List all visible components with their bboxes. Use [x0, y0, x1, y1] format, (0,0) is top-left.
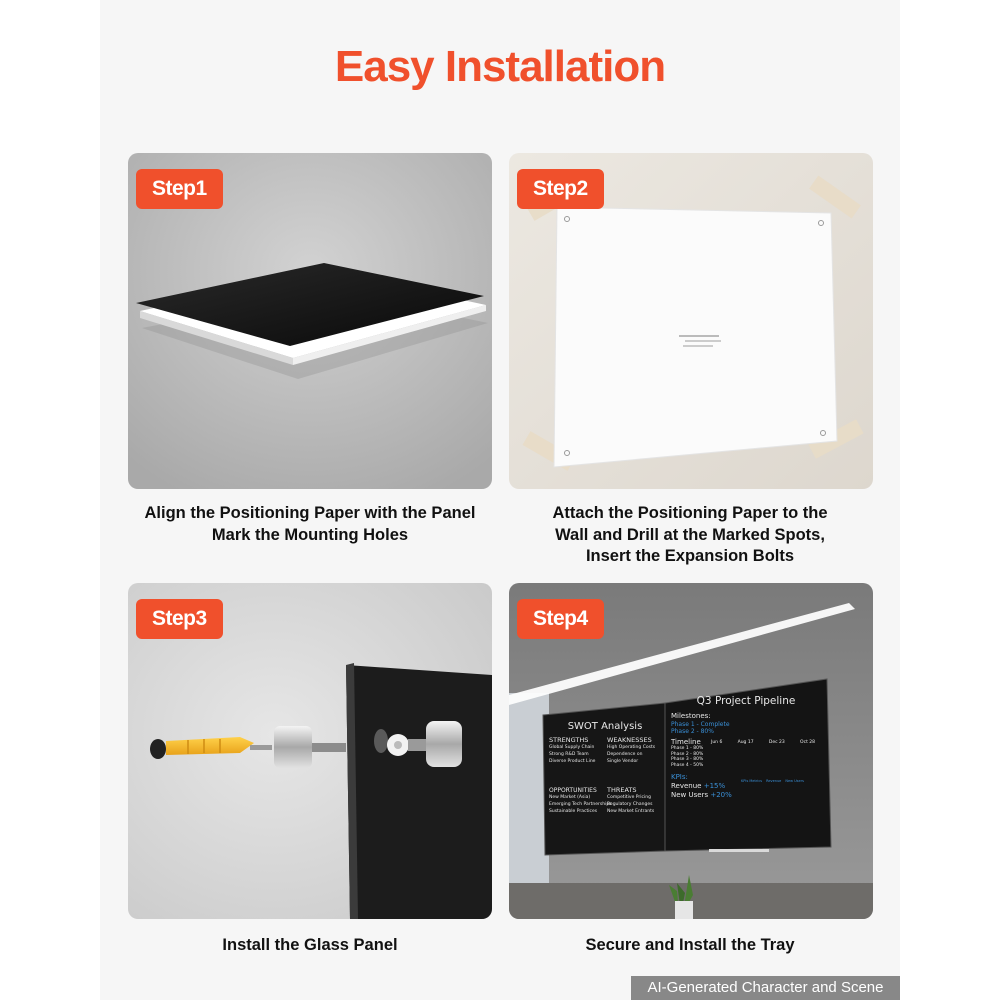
timeline-date: Jun 6 [711, 739, 723, 745]
kpi-table-header: Revenue [766, 779, 782, 783]
caption-line: Install the Glass Panel [222, 936, 398, 954]
step2-badge: Step2 [517, 169, 604, 209]
kpi-users-value: +20% [710, 790, 732, 799]
pipeline-board [671, 695, 821, 800]
weakness-item: Single Vendor [607, 759, 639, 764]
step3-card [128, 583, 492, 919]
ai-generated-note: AI-Generated Character and Scene [631, 976, 900, 1000]
caption-line: Secure and Install the Tray [585, 936, 795, 954]
strength-item: Diverse Product Line [549, 759, 596, 764]
weakness-item: Dependence on [607, 752, 643, 757]
timeline-heading: Timeline [671, 737, 701, 746]
step1-badge: Step1 [136, 169, 223, 209]
threat-item: Competitive Pricing [607, 795, 651, 800]
swot-board [549, 721, 661, 815]
strengths-heading: STRENGTHS [549, 736, 589, 744]
opportunity-item: New Market (Asia) [549, 795, 591, 800]
step2-caption [490, 503, 890, 568]
kpis-heading: KPIs: [671, 773, 688, 781]
milestone-item: Phase 1 - Complete [671, 720, 730, 728]
weakness-item: High Operating Costs [607, 745, 656, 750]
step4-badge: Step4 [517, 599, 604, 639]
threat-item: Regulatory Changes [607, 802, 653, 807]
step4-card [509, 583, 873, 919]
threats-heading: THREATS [607, 786, 637, 794]
pipeline-title: Q3 Project Pipeline [696, 695, 796, 707]
timeline-date: Oct 28 [800, 739, 815, 745]
caption-line: Insert the Expansion Bolts [585, 547, 795, 565]
step4-caption [490, 935, 890, 957]
strength-item: Strong R&D Team [549, 752, 589, 757]
kpi-table-header: KPIs Metrics [741, 779, 763, 783]
opportunity-item: Emerging Tech Partnerships [549, 802, 612, 807]
step3-caption [110, 935, 510, 957]
phase-item: Phase 3 - 80% [671, 757, 704, 762]
caption-line: Attach the Positioning Paper to the [552, 504, 828, 522]
milestones-heading: Milestones: [671, 712, 711, 720]
weaknesses-heading: WEAKNESSES [607, 736, 652, 744]
phase-item: Phase 1 - 80% [671, 746, 704, 751]
strength-item: Global Supply Chain [549, 745, 595, 750]
caption-line: Align the Positioning Paper with the Panel [144, 504, 476, 522]
kpi-users-label: New Users [671, 790, 709, 799]
threat-item: New Market Entrants [607, 809, 655, 814]
caption-line: Mark the Mounting Holes [211, 525, 409, 544]
swot-title: SWOT Analysis [567, 721, 643, 732]
step3-badge: Step3 [136, 599, 223, 639]
timeline-date: Aug 17 [737, 739, 754, 745]
page-title: Easy Installation [334, 42, 666, 91]
timeline-date: Dec 23 [768, 739, 785, 745]
kpi-table-header: New Users [785, 779, 804, 783]
phase-item: Phase 2 - 80% [671, 751, 704, 757]
milestone-item: Phase 2 - 80% [671, 728, 714, 735]
step2-card [509, 153, 873, 489]
opportunities-heading: OPPORTUNITIES [549, 787, 597, 794]
kpi-revenue-label: Revenue [671, 781, 702, 790]
kpi-revenue-value: +15% [703, 781, 726, 790]
page [100, 0, 900, 1000]
caption-line: Wall and Drill at the Marked Spots, [555, 525, 825, 544]
step1-caption [110, 503, 510, 546]
step1-card [128, 153, 492, 489]
opportunity-item: Sustainable Practices [549, 809, 598, 814]
phase-item: Phase 4 - 50% [671, 762, 704, 768]
